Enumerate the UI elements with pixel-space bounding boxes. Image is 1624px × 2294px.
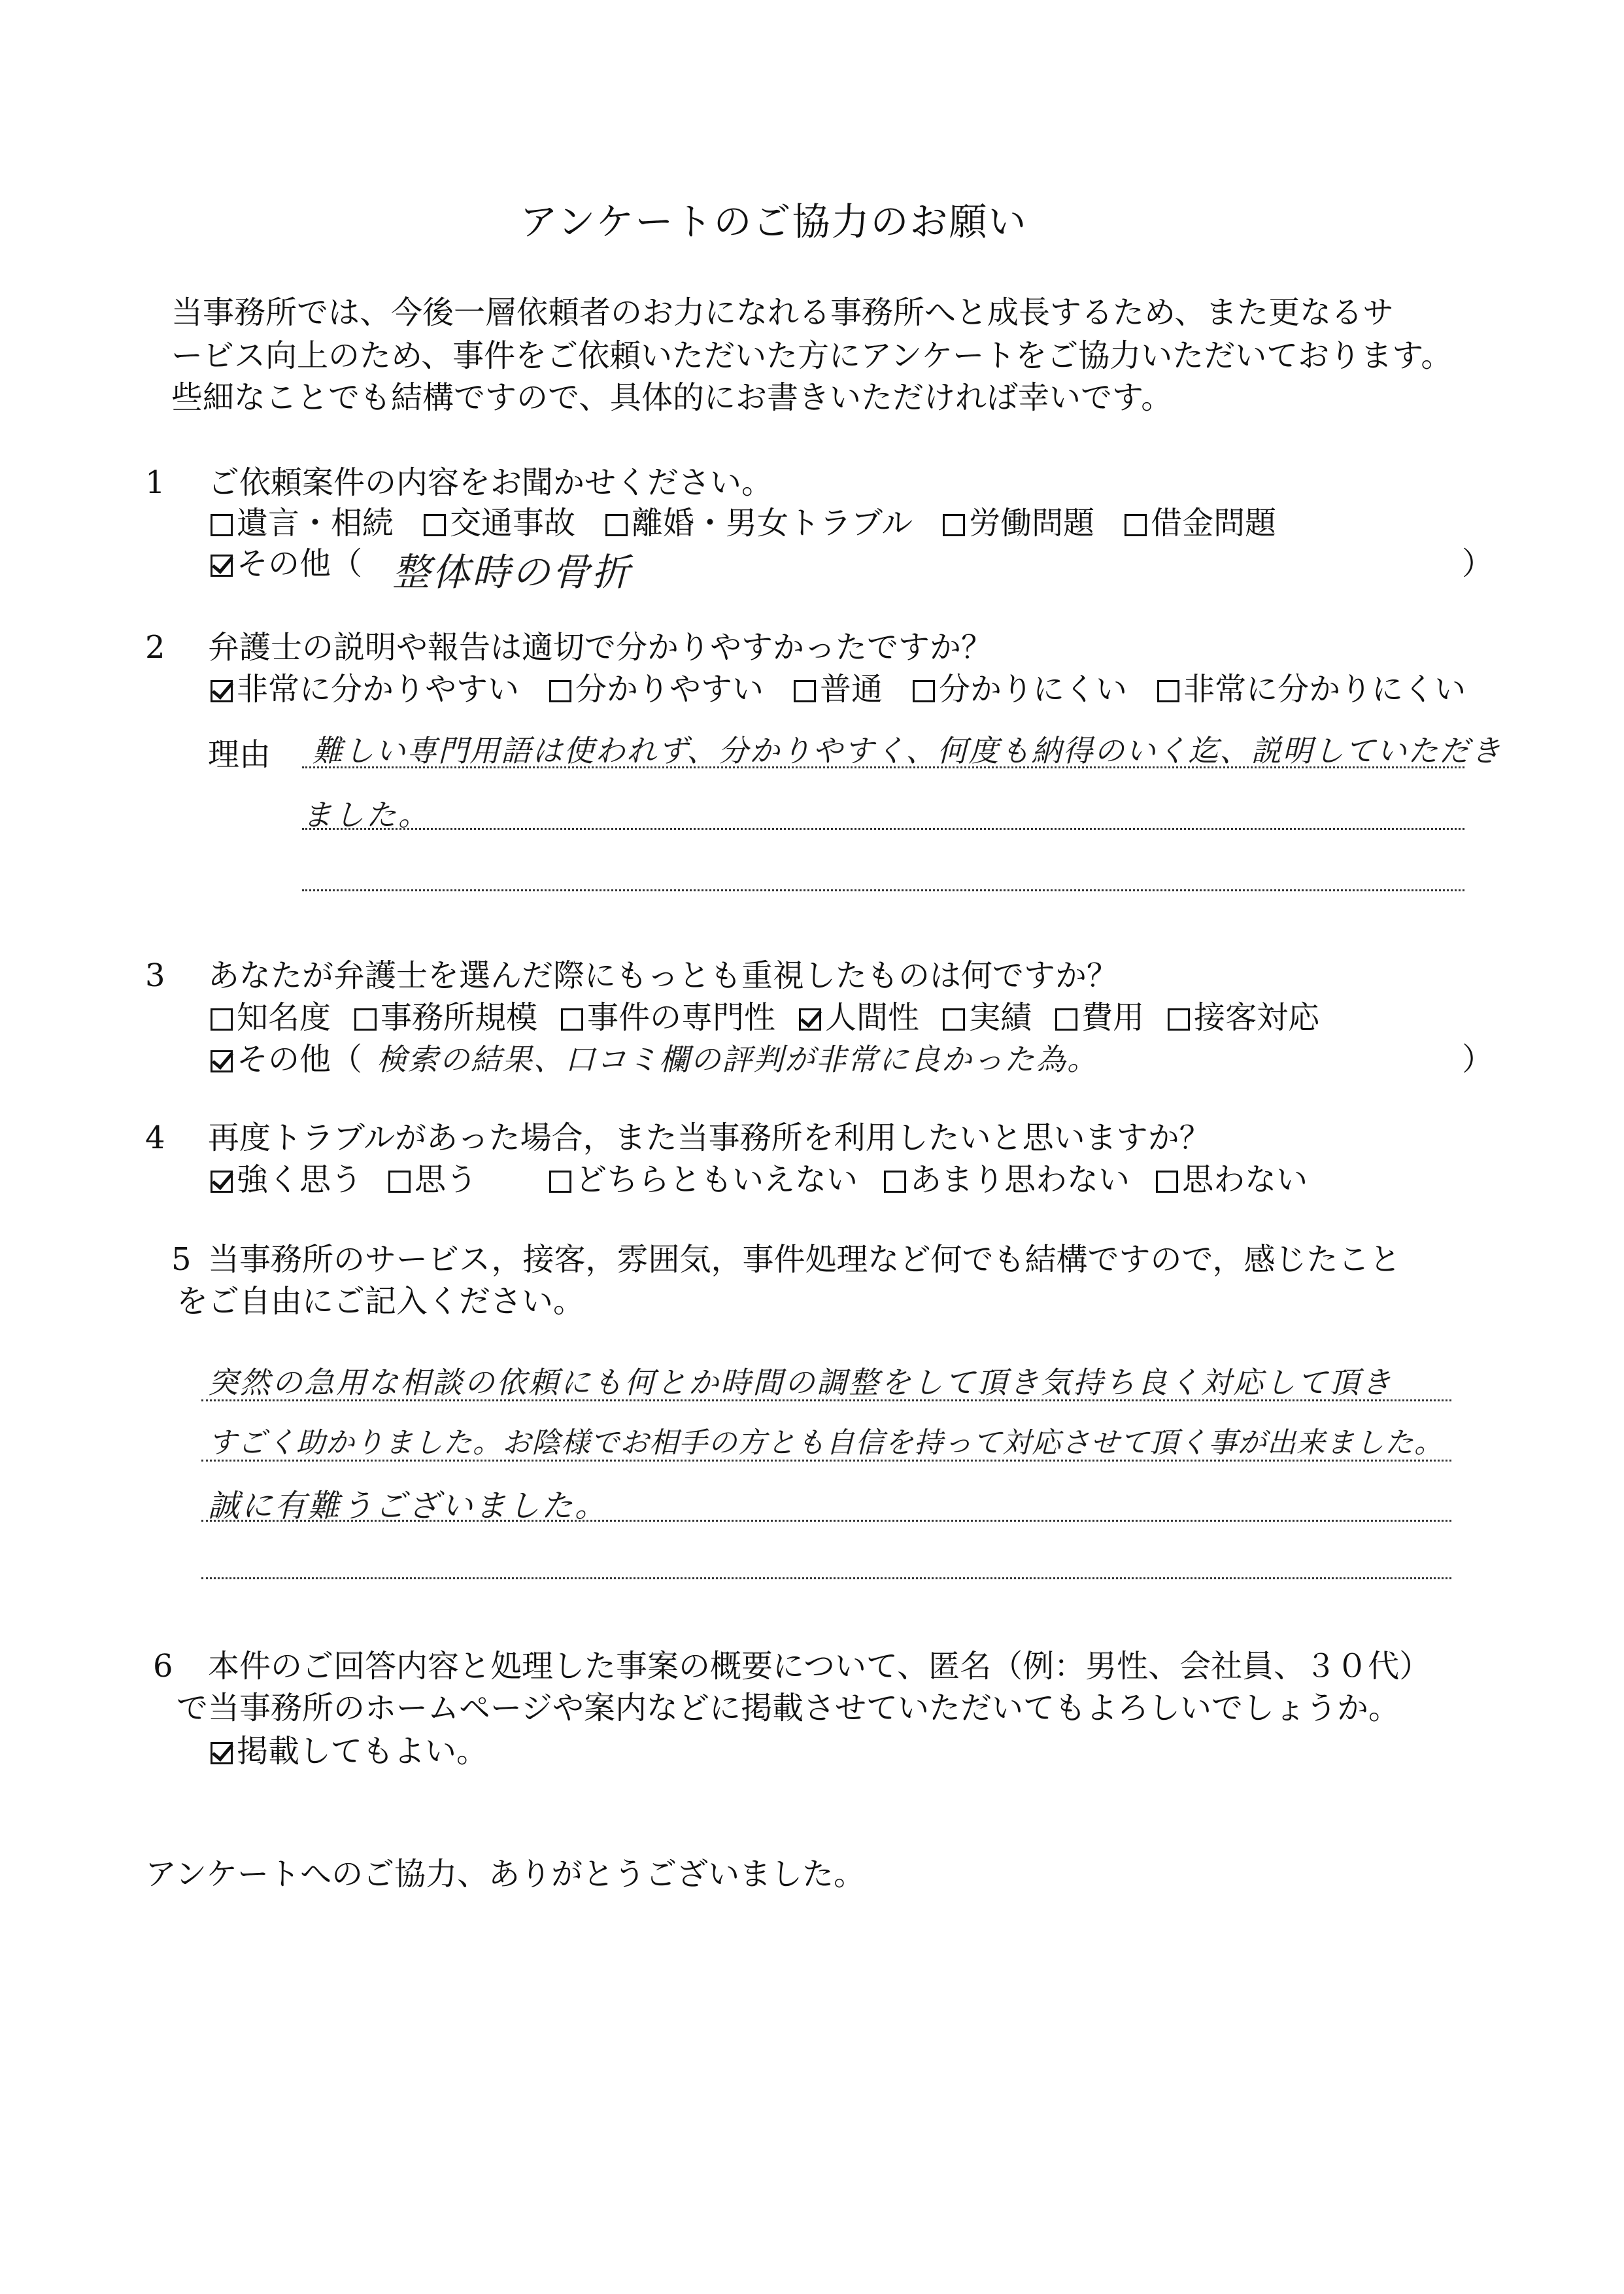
answer-underline	[201, 1520, 1451, 1522]
q1-option-divorce[interactable]: 離婚・男女トラブル	[605, 505, 913, 541]
checkbox[interactable]	[561, 1008, 583, 1031]
q5-answer-line-2[interactable]: すごく助かりました。お陰様でお相手の方とも自信を持って対応させて頂く事が出来ました。	[208, 1426, 1444, 1460]
checkbox[interactable]	[943, 514, 965, 536]
q6-question-line-2: で当事務所のホームページや案内などに掲載させていただいてもよろしいでしょうか。	[177, 1690, 1400, 1726]
checkbox-checked[interactable]	[211, 1171, 233, 1193]
q5-question-line-1: 当事務所のサービス，接客，雰囲気，事件処理など何でも結構ですので，感じたこと	[208, 1241, 1401, 1278]
q3-option-fee[interactable]: 費用	[1055, 999, 1144, 1036]
answer-underline	[201, 1399, 1451, 1401]
answer-underline	[302, 889, 1464, 891]
q2-option-unclear[interactable]: 分かりにくい	[913, 671, 1127, 708]
q1-option-inheritance[interactable]: 遺言・相続	[211, 505, 394, 541]
checkbox[interactable]	[211, 1008, 233, 1031]
checkbox[interactable]	[1157, 680, 1179, 702]
q1-option-debt[interactable]: 借金問題	[1125, 505, 1276, 541]
checkbox-checked[interactable]	[211, 680, 233, 702]
q3-number: 3	[145, 957, 165, 994]
q2-option-very-unclear[interactable]: 非常に分かりにくい	[1157, 671, 1466, 708]
q4-option-neutral[interactable]: どちらともいえない	[549, 1161, 858, 1198]
checkbox[interactable]	[211, 514, 233, 536]
q4-option-not-much[interactable]: あまり思わない	[884, 1161, 1130, 1198]
checkbox[interactable]	[354, 1008, 377, 1031]
q5-answer-line-1[interactable]: 突然の急用な相談の依頼にも何とか時間の調整をして頂き気持ち良く対応して頂き	[208, 1365, 1393, 1400]
checkbox[interactable]	[1168, 1008, 1190, 1031]
q2-question: 弁護士の説明や報告は適切で分かりやすかったですか？	[208, 629, 993, 666]
q4-number: 4	[145, 1120, 165, 1156]
q2-option-clear[interactable]: 分かりやすい	[549, 671, 764, 708]
q1-option-traffic[interactable]: 交通事故	[424, 505, 575, 541]
intro-line-1: 当事務所では、今後一層依頼者のお力になれる事務所へと成長するため、また更なるサ	[171, 294, 1395, 331]
checkbox[interactable]	[943, 1008, 965, 1031]
checkbox-checked[interactable]	[211, 1742, 233, 1764]
q3-other-answer[interactable]: 検索の結果、口コミ欄の評判が非常に良かった為。	[377, 1042, 1098, 1077]
q4-option-no[interactable]: 思わない	[1156, 1161, 1308, 1198]
q5-number: 5	[171, 1241, 192, 1278]
q3-question: あなたが弁護士を選んだ際にもっとも重視したものは何ですか？	[208, 957, 1119, 994]
q5-answer-line-3[interactable]: 誠に有難うございました。	[208, 1488, 609, 1524]
checkbox-checked[interactable]	[211, 555, 233, 577]
checkbox[interactable]	[549, 680, 571, 702]
q4-option-strongly[interactable]: 強く思う	[211, 1161, 362, 1198]
checkbox-checked[interactable]	[211, 1050, 233, 1072]
q6-question-line-1: 本件のご回答内容と処理した事案の概要について、匿名（例：男性、会社員、３０代）	[208, 1648, 1431, 1685]
q2-reason-line-1[interactable]: 難しい専門用語は使われず、分かりやすく、何度も納得のいく迄、説明していただき	[313, 733, 1502, 768]
answer-underline	[302, 828, 1464, 830]
q2-option-very-clear[interactable]: 非常に分かりやすい	[211, 671, 519, 708]
q2-options	[211, 670, 1466, 709]
q3-option-record[interactable]: 実績	[943, 999, 1032, 1036]
q4-question: 再度トラブルがあった場合，また当事務所を利用したいと思いますか？	[208, 1120, 1211, 1156]
q1-options	[211, 504, 1306, 543]
q3-option-fame[interactable]: 知名度	[211, 999, 331, 1036]
checkbox[interactable]	[794, 680, 816, 702]
closing-message: アンケートへのご協力、ありがとうございました。	[145, 1856, 866, 1892]
q1-close-paren: ）	[1462, 545, 1494, 582]
q2-reason-label: 理由	[208, 736, 271, 773]
q3-option-expertise[interactable]: 事件の専門性	[561, 999, 775, 1036]
q3-option-size[interactable]: 事務所規模	[354, 999, 537, 1036]
checkbox[interactable]	[605, 514, 628, 536]
intro-line-2: ービス向上のため、事件をご依頼いただいた方にアンケートをご協力いただいております。	[171, 337, 1453, 374]
q3-option-service[interactable]: 接客対応	[1168, 999, 1319, 1036]
q1-question: ご依頼案件の内容をお聞かせください。	[208, 464, 773, 501]
answer-underline	[201, 1460, 1451, 1462]
q1-option-labor[interactable]: 労働問題	[943, 505, 1094, 541]
checkbox[interactable]	[388, 1171, 411, 1193]
q3-option-character[interactable]: 人間性	[799, 999, 919, 1036]
q2-number: 2	[145, 629, 165, 666]
checkbox[interactable]	[1055, 1008, 1077, 1031]
q1-other-option[interactable]: その他（	[211, 544, 362, 583]
checkbox[interactable]	[913, 680, 935, 702]
q3-close-paren: ）	[1462, 1041, 1494, 1078]
checkbox[interactable]	[424, 514, 446, 536]
answer-underline	[302, 766, 1464, 768]
q2-reason-line-2[interactable]: ました。	[302, 797, 430, 832]
checkbox[interactable]	[1125, 514, 1147, 536]
checkbox[interactable]	[884, 1171, 906, 1193]
checkbox[interactable]	[1156, 1171, 1178, 1193]
answer-underline	[201, 1577, 1451, 1579]
checkbox-checked[interactable]	[799, 1008, 821, 1031]
q6-option-publish[interactable]: 掲載してもよい。	[211, 1732, 488, 1771]
intro-line-3: 些細なことでも結構ですので、具体的にお書きいただければ幸いです。	[171, 379, 1173, 416]
checkbox[interactable]	[549, 1171, 571, 1193]
q4-option-yes[interactable]: 思う	[388, 1161, 477, 1198]
q4-options	[211, 1160, 1308, 1199]
q1-other-answer[interactable]: 整体時の骨折	[392, 550, 632, 594]
page-title: アンケートのご協力のお願い	[520, 199, 1028, 244]
q1-number: 1	[145, 464, 165, 501]
q3-other-option[interactable]: その他（	[211, 1040, 362, 1079]
q6-number: 6	[153, 1648, 173, 1685]
q5-question-line-2: をご自由にご記入ください。	[177, 1283, 585, 1320]
q2-option-normal[interactable]: 普通	[794, 671, 883, 708]
q3-options	[211, 998, 1319, 1037]
